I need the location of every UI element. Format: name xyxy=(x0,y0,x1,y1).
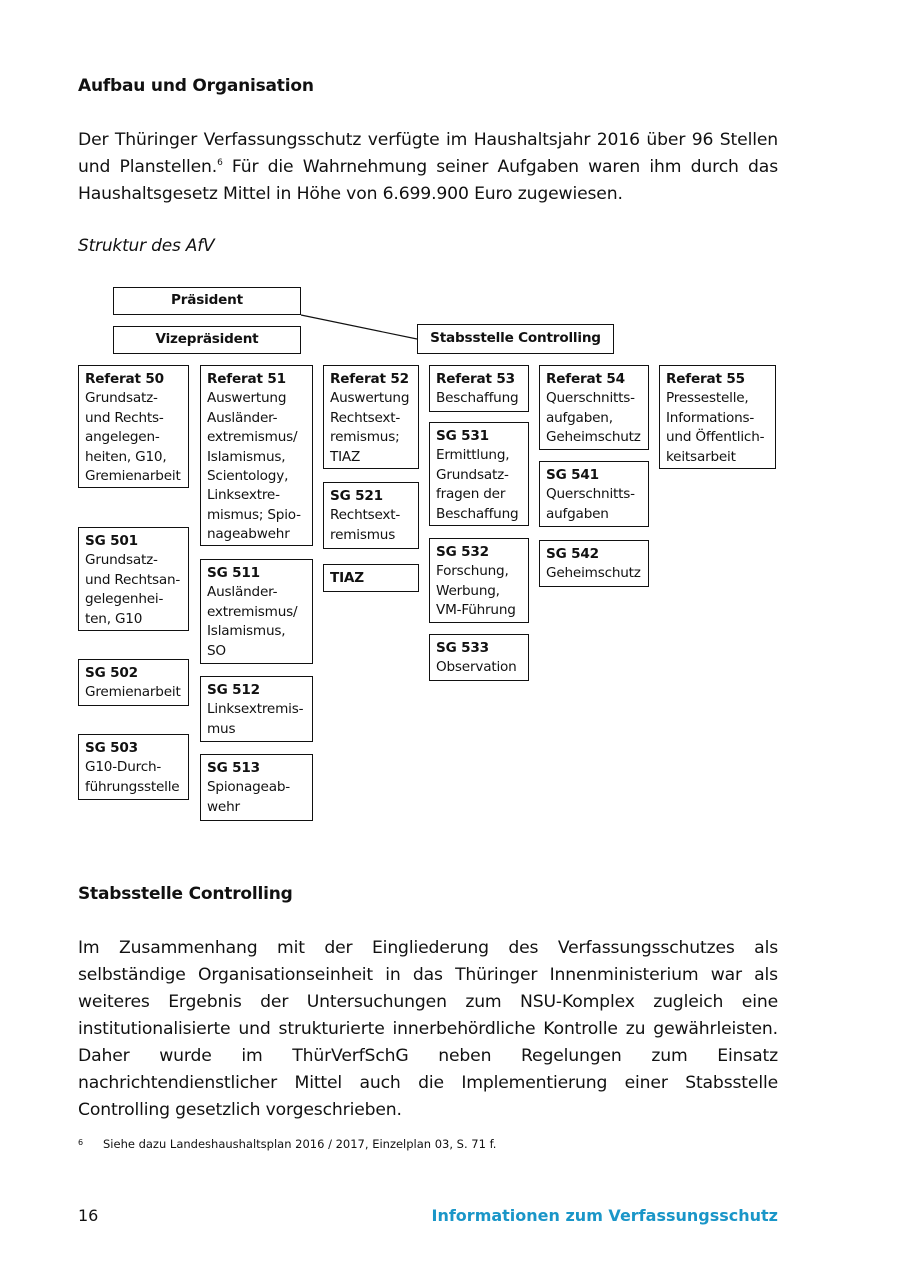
vizepraesident-label: Vizepräsident xyxy=(155,331,259,348)
sg-533-desc: Observation xyxy=(436,659,517,676)
sg-503-desc: G10-Durch- führungsstelle xyxy=(85,759,180,795)
box-sg-512 xyxy=(200,676,313,742)
sg-502-title: SG 502 xyxy=(85,665,138,681)
running-title: Informationen zum Verfassungsschutz xyxy=(431,1206,778,1225)
sg-501-title: SG 501 xyxy=(85,533,138,549)
sg-542-desc: Geheimschutz xyxy=(546,565,641,582)
stabsstelle-paragraph: Im Zusammenhang mit der Eingliederung des Verfassungsschutzes als selbständige Organisationseinheit in das Thüringer Innenministerium war als weiteres Ergebnis der Untersuchungen zum NSU-Komplex zugleich eine institutionalisierte und strukturierte innerbehördliche Kontrolle zu gewährleisten. Daher wurde im ThürVerfSchG neben Regelungen zum Einsatz nachrichtendienstlicher Mittel auch die Implementierung einer Stabsstelle Controlling gesetzlich vorgeschrieben. xyxy=(78,938,778,1120)
box-sg-513 xyxy=(200,754,313,821)
sg-502-desc: Gremienarbeit xyxy=(85,684,181,701)
referat-53-desc: Beschaffung xyxy=(436,390,519,407)
box-sg-503 xyxy=(78,734,189,800)
sg-521-title: SG 521 xyxy=(330,488,383,504)
section-heading-aufbau: Aufbau und Organisation xyxy=(78,76,314,96)
sg-503-title: SG 503 xyxy=(85,740,138,756)
tiaz-title: TIAZ xyxy=(330,570,364,586)
box-sg-542 xyxy=(539,540,649,587)
box-vizepraesident xyxy=(113,326,301,354)
footnote xyxy=(78,1137,496,1151)
intro-text-part2: Für die Wahrnehmung seiner Aufgaben waren ihm durch das Haushaltsgesetz Mittel in Höhe von 6.699.900 Euro zugewiesen. xyxy=(78,157,778,204)
sg-532-desc: Forschung, Werbung, VM-Führung xyxy=(436,563,516,619)
referat-51-desc: Auswertung Ausländer- extremismus/ Islamismus, Scientology, Linksextre- mismus; Spio- nageabwehr xyxy=(207,390,301,543)
box-referat-55 xyxy=(659,365,776,469)
box-referat-50 xyxy=(78,365,189,488)
sg-513-desc: Spionageab- wehr xyxy=(207,779,290,815)
sg-511-title: SG 511 xyxy=(207,565,260,581)
referat-54-desc: Querschnitts- aufgaben, Geheimschutz xyxy=(546,390,641,446)
sg-501-desc: Grundsatz- und Rechtsan- gelegenhei- ten, G10 xyxy=(85,552,181,627)
box-praesident xyxy=(113,287,301,315)
sg-532-title: SG 532 xyxy=(436,544,489,560)
sg-521-desc: Rechtsext- remismus xyxy=(330,507,401,543)
referat-54-title: Referat 54 xyxy=(546,371,625,387)
box-sg-532 xyxy=(429,538,529,623)
intro-text-part1: Der Thüringer Verfassungsschutz verfügte im Haushaltsjahr 2016 über 96 Stellen und Planstellen. xyxy=(78,130,778,177)
sg-511-desc: Ausländer- extremismus/ Islamismus, SO xyxy=(207,584,298,659)
box-sg-501 xyxy=(78,527,189,631)
box-referat-54 xyxy=(539,365,649,450)
sg-512-title: SG 512 xyxy=(207,682,260,698)
box-sg-502 xyxy=(78,659,189,706)
sg-542-title: SG 542 xyxy=(546,546,599,562)
box-sg-521 xyxy=(323,482,419,549)
referat-52-title: Referat 52 xyxy=(330,371,409,387)
sg-512-desc: Linksextremis- mus xyxy=(207,701,304,737)
footnote-reference: 6 xyxy=(217,158,223,168)
section-heading-stabsstelle: Stabsstelle Controlling xyxy=(78,884,293,904)
page-number: 16 xyxy=(78,1206,99,1225)
footnote-text: Siehe dazu Landeshaushaltsplan 2016 / 2017, Einzelplan 03, S. 71 f. xyxy=(103,1137,497,1151)
box-referat-53 xyxy=(429,365,529,412)
box-referat-52 xyxy=(323,365,419,469)
referat-50-desc: Grundsatz- und Rechts- angelegen- heiten, G10, Gremienarbeit xyxy=(85,390,181,485)
figure-caption: Struktur des AfV xyxy=(78,236,215,256)
box-sg-533 xyxy=(429,634,529,681)
stabsstelle-label: Stabsstelle Controlling xyxy=(430,330,601,347)
box-tiaz xyxy=(323,564,419,592)
sg-531-title: SG 531 xyxy=(436,428,489,444)
referat-53-title: Referat 53 xyxy=(436,371,515,387)
referat-55-desc: Pressestelle, Informations- und Öffentlich- keitsarbeit xyxy=(666,390,765,465)
sg-513-title: SG 513 xyxy=(207,760,260,776)
box-referat-51 xyxy=(200,365,313,546)
referat-51-title: Referat 51 xyxy=(207,371,286,387)
referat-55-title: Referat 55 xyxy=(666,371,745,387)
sg-541-desc: Querschnitts- aufgaben xyxy=(546,486,635,522)
footnote-number: 6 xyxy=(78,1138,84,1147)
box-sg-541 xyxy=(539,461,649,527)
box-stabsstelle-controlling xyxy=(417,324,614,354)
referat-52-desc: Auswertung Rechtsext- remismus; TIAZ xyxy=(330,390,410,465)
box-sg-531 xyxy=(429,422,529,526)
box-sg-511 xyxy=(200,559,313,664)
sg-533-title: SG 533 xyxy=(436,640,489,656)
referat-50-title: Referat 50 xyxy=(85,371,164,387)
praesident-label: Präsident xyxy=(171,292,243,309)
sg-541-title: SG 541 xyxy=(546,467,599,483)
sg-531-desc: Ermittlung, Grundsatz- fragen der Beschaffung xyxy=(436,447,519,522)
